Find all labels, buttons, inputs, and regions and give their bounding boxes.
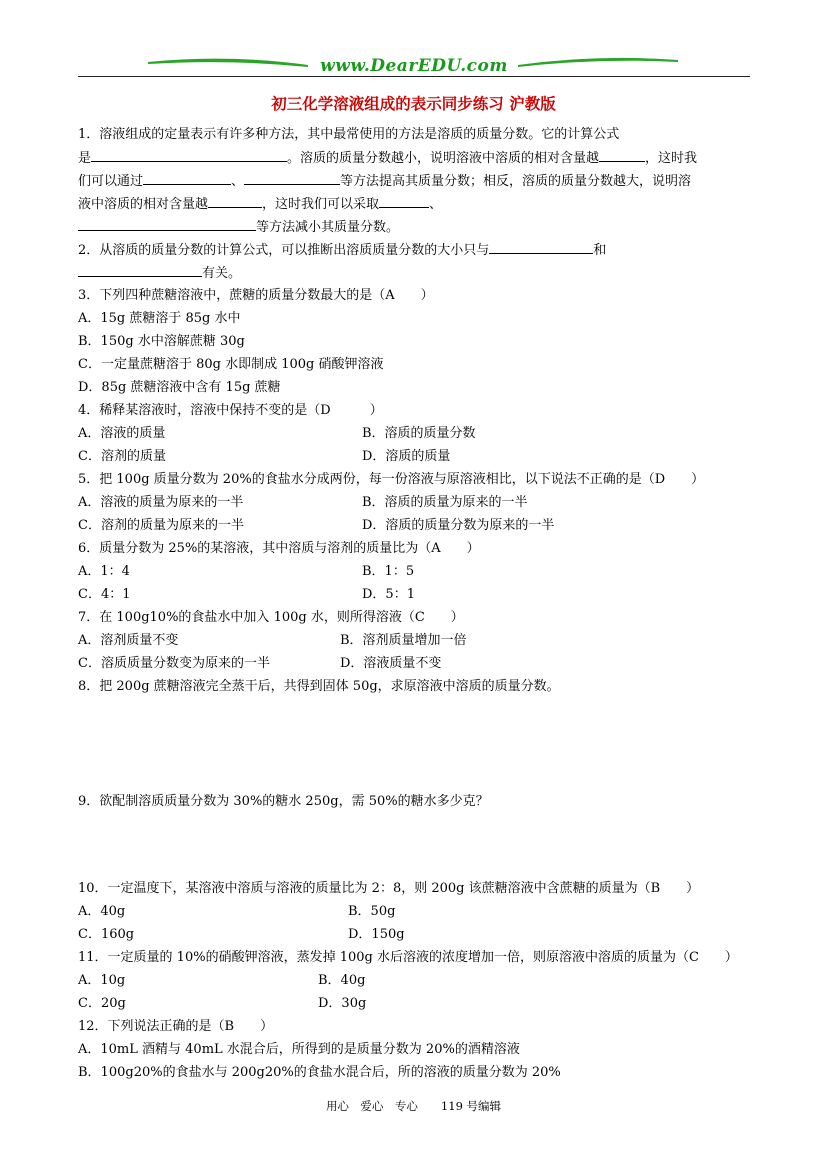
question-10-option-a[interactable]: A．40g <box>78 904 126 919</box>
question-3-stem: 3．下列四种蔗糖溶液中，蔗糖的质量分数最大的是（A ） <box>78 288 434 303</box>
question-10-stem: 10．一定温度下，某溶液中溶质与溶液的质量比为 2：8，则 200g 该蔗糖溶液中含蔗糖的质量为（B ） <box>78 881 700 896</box>
question-7-option-b[interactable]: B．溶剂质量增加一倍 <box>340 633 467 648</box>
page-footer: 用心 爱心 专心 119 号编辑 <box>325 1099 502 1113</box>
question-3-option-b[interactable]: B．150g 水中溶解蔗糖 30g <box>78 334 245 349</box>
answer-blank[interactable] <box>379 192 429 208</box>
question-7-options-row-2 <box>78 652 758 675</box>
question-4-options-row-1 <box>78 422 758 445</box>
question-5-option-b[interactable]: B．溶质的质量为原来的一半 <box>362 495 528 510</box>
question-10-option-d[interactable]: D．150g <box>348 927 405 942</box>
question-10-option-b[interactable]: B．50g <box>348 904 396 919</box>
question-1-line-3: 们可以通过 、 等方法提高其质量分数；相反，溶质的质量分数越大，说明溶 <box>78 169 758 192</box>
question-11-option-c[interactable]: C．20g <box>78 996 126 1011</box>
question-1-line-5: 等方法减小其质量分数。 <box>78 215 758 238</box>
answer-blank[interactable] <box>78 215 256 231</box>
question-9-stem: 9．欲配制溶质质量分数为 30%的糖水 250g，需 50%的糖水多少克？ <box>78 794 489 809</box>
question-4-options-row-2 <box>78 445 758 468</box>
question-11-stem: 11．一定质量的 10%的硝酸钾溶液，蒸发掉 100g 水后溶液的浓度增加一倍，则原溶液中溶质的质量为（C ） <box>78 950 738 965</box>
site-header <box>78 52 750 78</box>
question-11-options-row-1 <box>78 969 758 992</box>
question-7-option-d[interactable]: D．溶液质量不变 <box>340 656 442 671</box>
question-6-options-row-1 <box>78 560 758 583</box>
answer-space[interactable] <box>78 813 758 877</box>
question-12-option-a[interactable]: A．10mL 酒精与 40mL 水混合后，所得到的是质量分数为 20%的酒精溶液 <box>78 1042 520 1057</box>
question-1-line-1: 1．溶液组成的定量表示有许多种方法，其中最常使用的方法是溶质的质量分数。它的计算公式 <box>78 127 620 142</box>
header-divider <box>78 76 750 77</box>
question-2-line-2: 有关。 <box>78 261 758 284</box>
answer-blank[interactable] <box>143 169 231 185</box>
page-title: 初三化学溶液组成的表示同步练习 沪教版 <box>271 94 556 113</box>
question-5-stem: 5．把 100g 质量分数为 20%的食盐水分成两份，每一份溶液与原溶液相比，以下说法不正确的是（D ） <box>78 472 705 487</box>
question-10-options-row-2 <box>78 923 758 946</box>
question-5-option-a[interactable]: A．溶液的质量为原来的一半 <box>78 495 244 510</box>
question-4-stem: 4．稀释某溶液时，溶液中保持不变的是（D ） <box>78 403 383 418</box>
question-4-option-a[interactable]: A．溶液的质量 <box>78 426 166 441</box>
answer-space[interactable] <box>78 698 758 790</box>
question-12-option-b[interactable]: B．100g20%的食盐水与 200g20%的食盐水混合后，所的溶液的质量分数为 20% <box>78 1065 561 1080</box>
question-3-option-a[interactable]: A．15g 蔗糖溶于 85g 水中 <box>78 311 241 326</box>
answer-blank[interactable] <box>78 261 202 277</box>
question-7-option-c[interactable]: C．溶质质量分数变为原来的一半 <box>78 656 270 671</box>
question-4-option-d[interactable]: D．溶质的质量 <box>362 449 451 464</box>
question-2-line-1: 2．从溶质的质量分数的计算公式，可以推断出溶质质量分数的大小只与 和 <box>78 238 758 261</box>
question-6-option-a[interactable]: A．1：4 <box>78 564 130 579</box>
question-6-option-b[interactable]: B．1：5 <box>362 564 415 579</box>
question-6-options-row-2 <box>78 583 758 606</box>
question-5-option-d[interactable]: D．溶质的质量分数为原来的一半 <box>362 518 555 533</box>
exercise-body <box>78 123 758 1084</box>
question-10-options-row-1 <box>78 900 758 923</box>
question-1-line-2: 是 。溶质的质量分数越小，说明溶液中溶质的相对含量越 ，这时我 <box>78 146 758 169</box>
question-7-option-a[interactable]: A．溶剂质量不变 <box>78 633 179 648</box>
question-4-option-c[interactable]: C．溶剂的质量 <box>78 449 166 464</box>
question-6-stem: 6．质量分数为 25%的某溶液，其中溶质与溶剂的质量比为（A ） <box>78 541 480 556</box>
question-3-option-d[interactable]: D．85g 蔗糖溶液中含有 15g 蔗糖 <box>78 380 281 395</box>
question-11-option-b[interactable]: B．40g <box>318 973 366 988</box>
question-7-options-row-1 <box>78 629 758 652</box>
question-6-option-d[interactable]: D．5：1 <box>362 587 415 602</box>
question-5-options-row-1 <box>78 491 758 514</box>
site-logo-text[interactable]: www.DearEDU.com <box>320 56 508 76</box>
answer-blank[interactable] <box>489 238 593 254</box>
question-6-option-c[interactable]: C．4：1 <box>78 587 131 602</box>
question-12-stem: 12．下列说法正确的是（B ） <box>78 1019 274 1034</box>
question-3-option-c[interactable]: C．一定量蔗糖溶于 80g 水即制成 100g 硝酸钾溶液 <box>78 357 384 372</box>
answer-blank[interactable] <box>91 146 287 162</box>
question-5-option-c[interactable]: C．溶剂的质量为原来的一半 <box>78 518 244 533</box>
question-10-option-c[interactable]: C．160g <box>78 927 135 942</box>
answer-blank[interactable] <box>599 146 645 162</box>
answer-blank[interactable] <box>244 169 340 185</box>
question-8-stem: 8．把 200g 蔗糖溶液完全蒸干后，共得到固体 50g，求原溶液中溶质的质量分数。 <box>78 679 560 694</box>
question-5-options-row-2 <box>78 514 758 537</box>
question-11-option-d[interactable]: D．30g <box>318 996 367 1011</box>
question-4-option-b[interactable]: B．溶质的质量分数 <box>362 426 476 441</box>
answer-blank[interactable] <box>208 192 262 208</box>
question-7-stem: 7．在 100g10%的食盐水中加入 100g 水，则所得溶液（C ） <box>78 610 464 625</box>
question-11-option-a[interactable]: A．10g <box>78 973 126 988</box>
question-1-line-4: 液中溶质的相对含量越 ，这时我们可以采取 、 <box>78 192 758 215</box>
question-11-options-row-2 <box>78 992 758 1015</box>
